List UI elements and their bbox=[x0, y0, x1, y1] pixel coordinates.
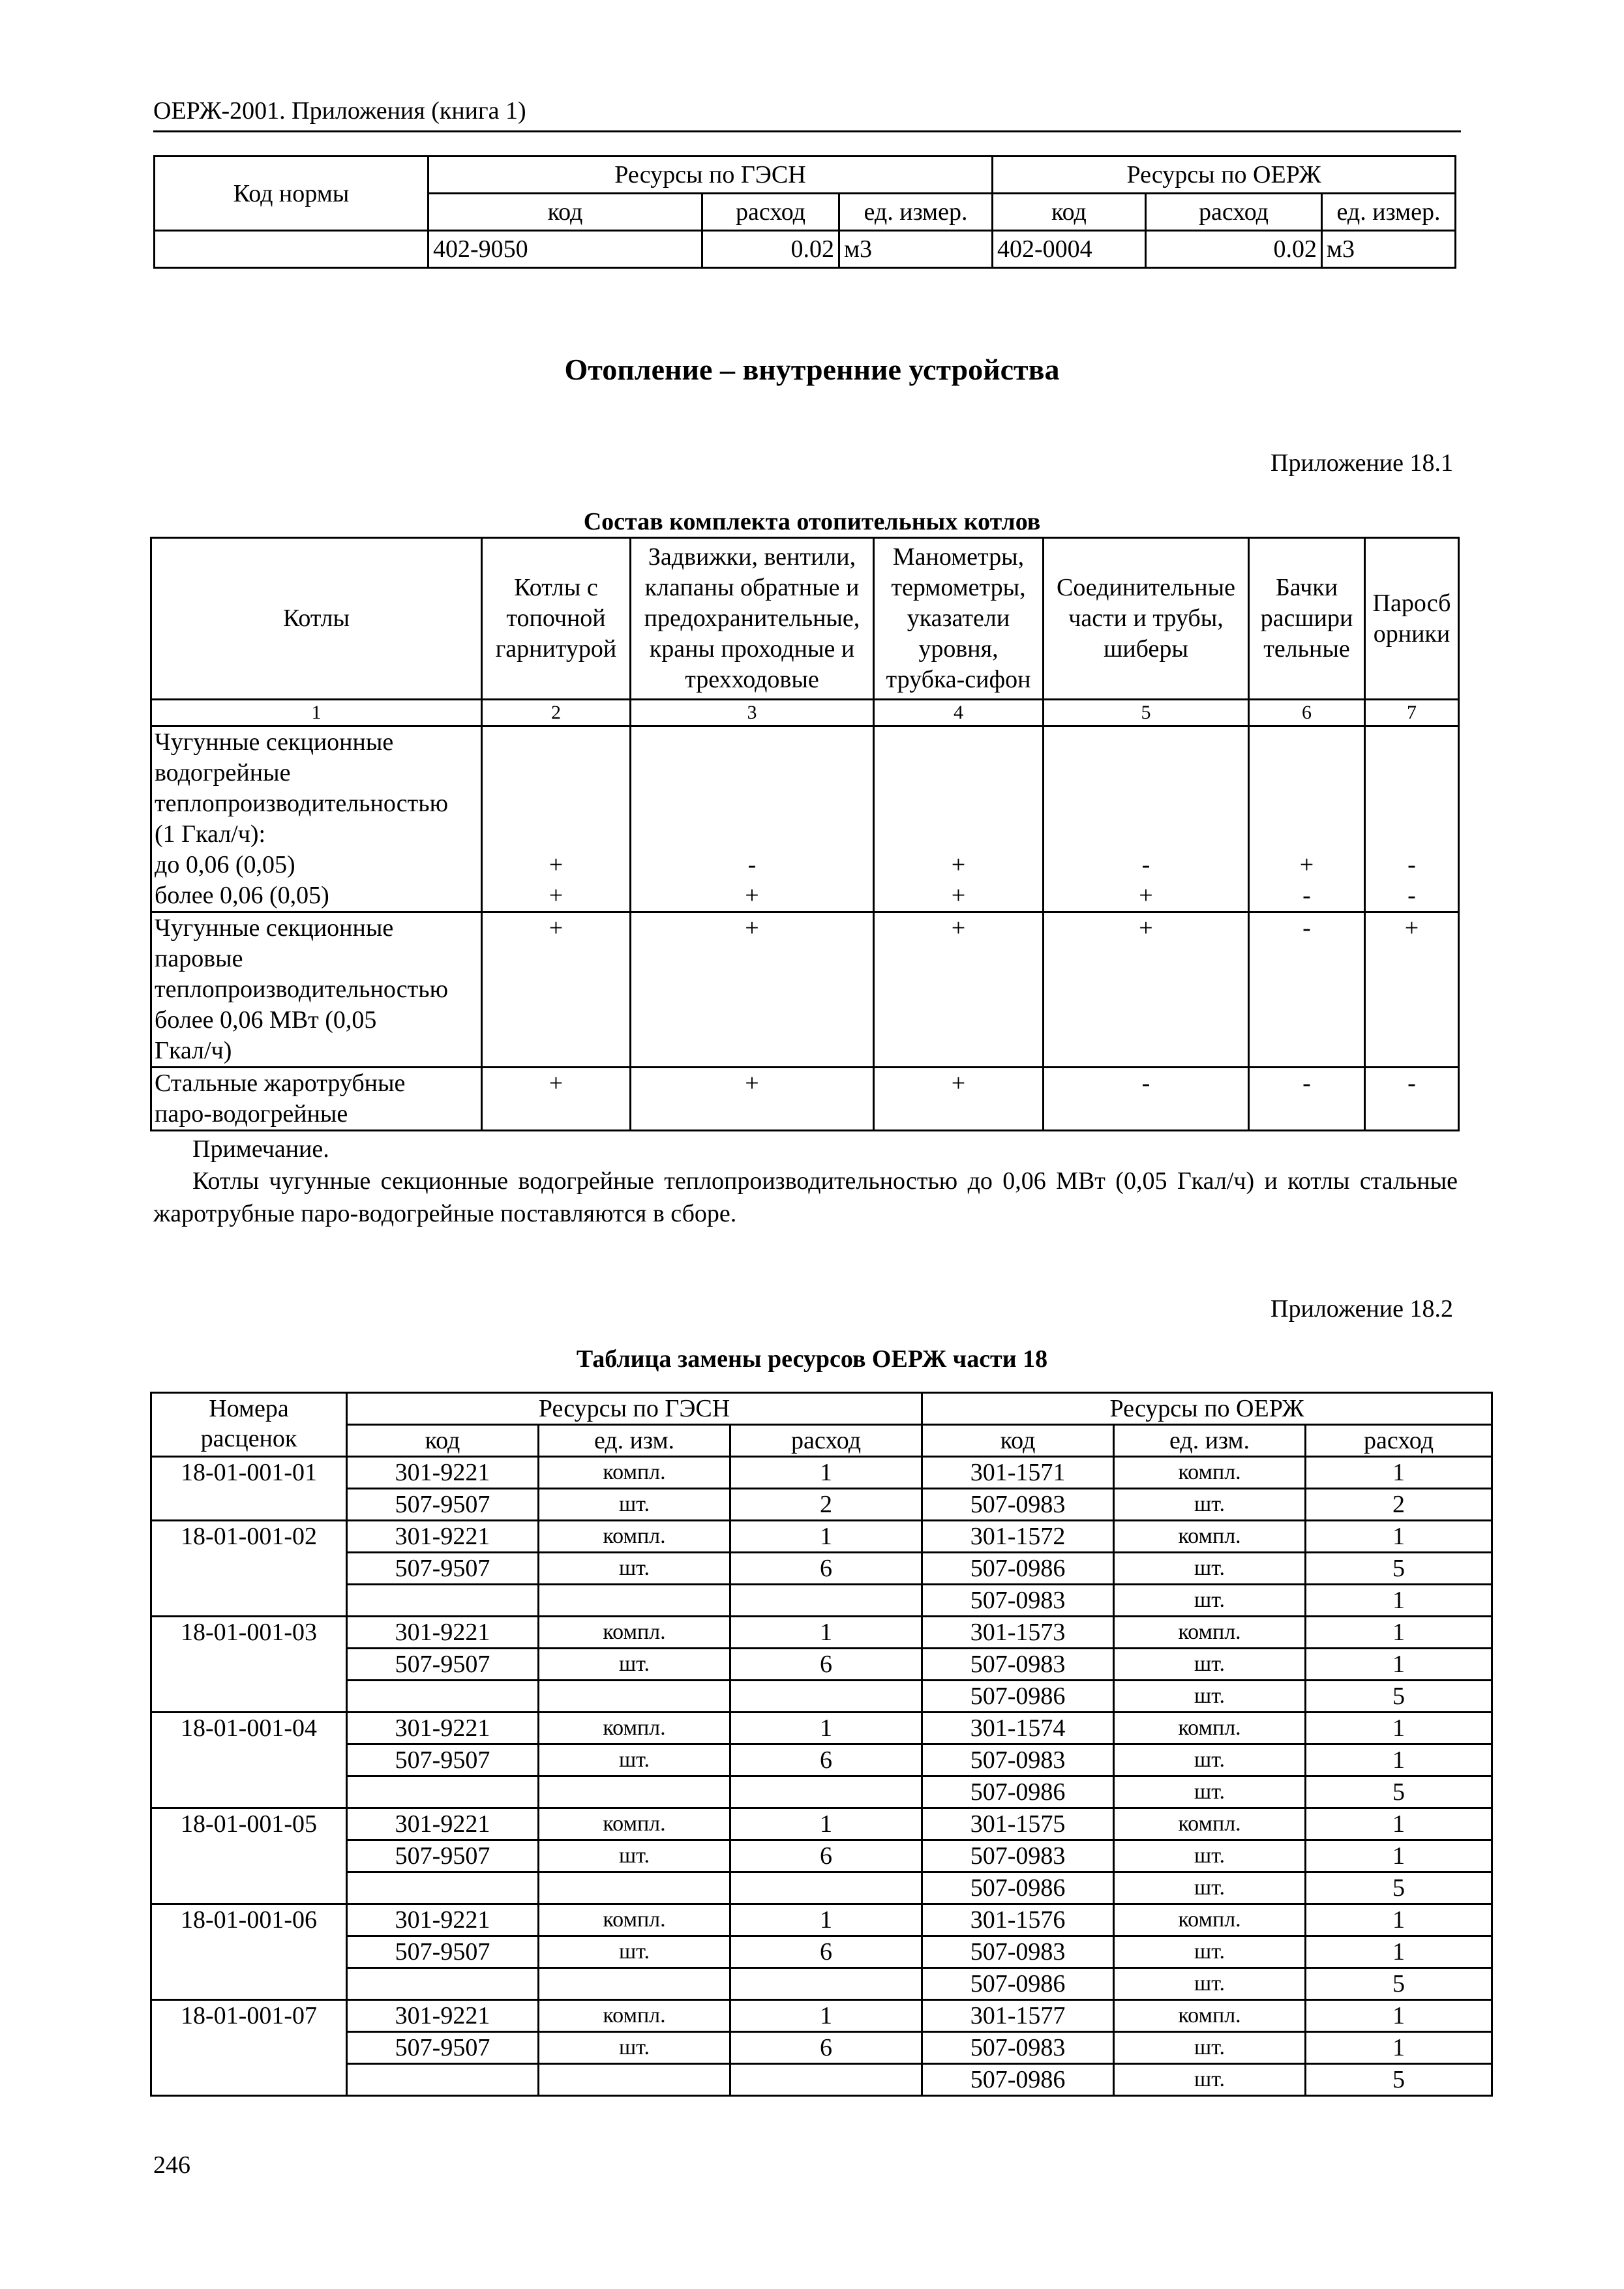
gesn-rate-cell: 1 bbox=[730, 1521, 922, 1553]
header-expansion-tanks: Бачки расшири тельные bbox=[1249, 538, 1365, 700]
gesn-rate-cell bbox=[730, 2064, 922, 2096]
table-row bbox=[151, 1489, 1492, 1521]
oerzh-code-cell: 507-0983 bbox=[922, 1744, 1114, 1776]
oerzh-rate-cell: 1 bbox=[1306, 1744, 1492, 1776]
gesn-code-cell bbox=[347, 1872, 539, 1904]
table-row bbox=[151, 1457, 1492, 1489]
gesn-rate-cell: 1 bbox=[730, 1713, 922, 1744]
oerzh-unit-header: ед. измер. bbox=[1322, 194, 1456, 231]
oerzh-rate-cell: 1 bbox=[1306, 1521, 1492, 1553]
oerzh-rate-cell: 5 bbox=[1306, 1968, 1492, 2000]
oerzh-unit-cell: компл. bbox=[1114, 1521, 1306, 1553]
gesn-rate-cell: 6 bbox=[730, 1936, 922, 1968]
oerzh-rate-cell: 5 bbox=[1306, 2064, 1492, 2096]
oerzh-rate-header: расход bbox=[1146, 194, 1322, 231]
appendix-label: Приложение 18.2 bbox=[1271, 1295, 1453, 1323]
gesn-code-cell: 507-9507 bbox=[347, 1553, 539, 1585]
gesn-unit-cell: компл. bbox=[539, 1808, 730, 1840]
table-row bbox=[151, 1068, 1459, 1131]
oerzh-rate-header: расход bbox=[1306, 1425, 1492, 1457]
oerzh-rate-cell: 1 bbox=[1306, 1649, 1492, 1681]
mark-cell: + bbox=[1044, 912, 1249, 1068]
mark-cell: + + bbox=[482, 726, 631, 912]
mark-cell: - + bbox=[631, 726, 874, 912]
oerzh-rate-cell: 1 bbox=[1306, 1713, 1492, 1744]
gesn-unit-cell: шт. bbox=[539, 1649, 730, 1681]
table-row bbox=[151, 912, 1459, 1068]
header-rule bbox=[153, 130, 1461, 132]
oerzh-unit-cell: шт. bbox=[1114, 1681, 1306, 1713]
boiler-kit-table bbox=[150, 537, 1460, 1131]
gesn-rate-cell: 1 bbox=[730, 1808, 922, 1840]
gesn-rate-cell: 6 bbox=[730, 1553, 922, 1585]
gesn-rate-cell: 6 bbox=[730, 1840, 922, 1872]
oerzh-code-header: код bbox=[993, 194, 1146, 231]
rate-number-cell: 18-01-001-02 bbox=[151, 1521, 347, 1617]
oerzh-unit-cell: шт. bbox=[1114, 1968, 1306, 2000]
table-row bbox=[151, 1681, 1492, 1713]
section-title: Отопление – внутренние устройства bbox=[564, 353, 1060, 386]
table-row bbox=[151, 1521, 1492, 1553]
oerzh-rate-cell: 1 bbox=[1306, 1457, 1492, 1489]
oerzh-rate-cell: 1 bbox=[1306, 1585, 1492, 1617]
oerzh-unit-cell: компл. bbox=[1114, 1617, 1306, 1649]
gesn-unit-cell bbox=[539, 1872, 730, 1904]
gesn-unit-cell: м3 bbox=[839, 231, 993, 268]
gesn-rate-cell: 1 bbox=[730, 1904, 922, 1936]
oerzh-code-cell: 301-1574 bbox=[922, 1713, 1114, 1744]
gesn-unit-cell: шт. bbox=[539, 1489, 730, 1521]
mark-cell: - bbox=[1044, 1068, 1249, 1131]
rate-number-cell: 18-01-001-01 bbox=[151, 1457, 347, 1521]
gesn-code-cell: 301-9221 bbox=[347, 1808, 539, 1840]
gesn-unit-cell: шт. bbox=[539, 2032, 730, 2064]
header-fittings: Соединительные части и трубы, шиберы bbox=[1044, 538, 1249, 700]
gesn-rate-cell: 1 bbox=[730, 2000, 922, 2032]
mark-cell: + + bbox=[874, 726, 1044, 912]
oerzh-unit-cell: шт. bbox=[1114, 1840, 1306, 1872]
oerzh-unit-cell: шт. bbox=[1114, 1649, 1306, 1681]
gesn-unit-cell: шт. bbox=[539, 1840, 730, 1872]
oerzh-code-cell: 301-1576 bbox=[922, 1904, 1114, 1936]
table-row bbox=[151, 1649, 1492, 1681]
oerzh-code-cell: 507-0986 bbox=[922, 1968, 1114, 2000]
header-boilers: Котлы bbox=[151, 538, 482, 700]
oerzh-unit-cell: шт. bbox=[1114, 1776, 1306, 1808]
boiler-name-cell: Стальные жаротрубные паро-водогрейные bbox=[151, 1068, 482, 1131]
gesn-unit-cell bbox=[539, 1585, 730, 1617]
oerzh-code-cell: 507-0986 bbox=[922, 1872, 1114, 1904]
gesn-unit-cell: шт. bbox=[539, 1553, 730, 1585]
gesn-unit-header: ед. изм. bbox=[539, 1425, 730, 1457]
gesn-rate-cell bbox=[730, 1968, 922, 2000]
table-row bbox=[151, 1968, 1492, 2000]
mark-cell: + bbox=[482, 912, 631, 1068]
table-row bbox=[151, 1744, 1492, 1776]
gesn-code-cell: 507-9507 bbox=[347, 1489, 539, 1521]
table-row bbox=[151, 1936, 1492, 1968]
gesn-code-cell bbox=[347, 1681, 539, 1713]
oerzh-unit-cell: шт. bbox=[1114, 1872, 1306, 1904]
table-row bbox=[151, 1872, 1492, 1904]
table-row bbox=[151, 1713, 1492, 1744]
gesn-rate-cell: 1 bbox=[730, 1617, 922, 1649]
oerzh-code-cell: 301-1573 bbox=[922, 1617, 1114, 1649]
note-text: Котлы чугунные секционные водогрейные теплопроизводительностью до 0,06 МВт (0,05 Гкал/ч) и котлы стальные жаротрубные паро-водогрейные поставляются в сборе. bbox=[153, 1167, 1458, 1227]
gesn-unit-cell: компл. bbox=[539, 1521, 730, 1553]
rate-number-cell: 18-01-001-06 bbox=[151, 1904, 347, 2000]
gesn-unit-cell bbox=[539, 2064, 730, 2096]
table-row bbox=[151, 2064, 1492, 2096]
gesn-code-cell bbox=[347, 1776, 539, 1808]
oerzh-unit-cell: шт. bbox=[1114, 1936, 1306, 1968]
top-resources-table bbox=[153, 155, 1456, 269]
gesn-rate-cell: 6 bbox=[730, 1649, 922, 1681]
boiler-name-cell: Чугунные секционные водогрейные теплопроизводительностью (1 Гкал/ч): до 0,06 (0,05) более 0,06 (0,05) bbox=[151, 726, 482, 912]
gesn-rate-cell bbox=[730, 1681, 922, 1713]
oerzh-code-cell: 507-0986 bbox=[922, 2064, 1114, 2096]
table-row bbox=[151, 1904, 1492, 1936]
gesn-rate-cell: 6 bbox=[730, 1744, 922, 1776]
gesn-rate-header: расход bbox=[730, 1425, 922, 1457]
gesn-unit-cell: шт. bbox=[539, 1936, 730, 1968]
oerzh-unit-cell: компл. bbox=[1114, 1904, 1306, 1936]
oerzh-code-cell: 507-0986 bbox=[922, 1553, 1114, 1585]
oerzh-unit-cell: компл. bbox=[1114, 2000, 1306, 2032]
mark-cell: - bbox=[1365, 1068, 1459, 1131]
oerzh-unit-cell: шт. bbox=[1114, 1585, 1306, 1617]
oerzh-code-cell: 507-0983 bbox=[922, 1585, 1114, 1617]
oerzh-code-cell: 507-0983 bbox=[922, 1936, 1114, 1968]
header-gauges: Манометры, термометры, указатели уровня, трубка-сифон bbox=[874, 538, 1044, 700]
gesn-code-cell: 507-9507 bbox=[347, 1936, 539, 1968]
gesn-code-cell: 301-9221 bbox=[347, 1617, 539, 1649]
table-row bbox=[151, 2032, 1492, 2064]
mark-cell: + bbox=[1365, 912, 1459, 1068]
gesn-code-cell: 301-9221 bbox=[347, 1457, 539, 1489]
oerzh-rate-cell: 1 bbox=[1306, 1904, 1492, 1936]
replacement-table-body bbox=[151, 1457, 1492, 2096]
gesn-group-header: Ресурсы по ГЭСН bbox=[347, 1393, 922, 1425]
oerzh-code-cell: 507-0983 bbox=[922, 1840, 1114, 1872]
table-caption: Таблица замены ресурсов ОЕРЖ части 18 bbox=[576, 1345, 1048, 1373]
table-row bbox=[151, 1617, 1492, 1649]
gesn-rate-cell: 6 bbox=[730, 2032, 922, 2064]
table-row bbox=[151, 1808, 1492, 1840]
oerzh-group-header: Ресурсы по ОЕРЖ bbox=[993, 157, 1456, 194]
oerzh-unit-cell: шт. bbox=[1114, 1744, 1306, 1776]
mark-cell: - bbox=[1249, 912, 1365, 1068]
gesn-rate-cell bbox=[730, 1776, 922, 1808]
oerzh-code-cell: 507-0986 bbox=[922, 1681, 1114, 1713]
gesn-rate-cell bbox=[730, 1585, 922, 1617]
gesn-code-cell: 507-9507 bbox=[347, 1744, 539, 1776]
gesn-unit-cell: компл. bbox=[539, 1904, 730, 1936]
running-header: ОЕРЖ-2001. Приложения (книга 1) bbox=[153, 97, 526, 125]
oerzh-code-cell: 301-1571 bbox=[922, 1457, 1114, 1489]
header-boilers-with-furnace: Котлы с топочной гарнитурой bbox=[482, 538, 631, 700]
oerzh-code-header: код bbox=[922, 1425, 1114, 1457]
oerzh-unit-cell: компл. bbox=[1114, 1457, 1306, 1489]
oerzh-rate-cell: 5 bbox=[1306, 1681, 1492, 1713]
rate-number-cell: 18-01-001-05 bbox=[151, 1808, 347, 1904]
table-caption: Состав комплекта отопительных котлов bbox=[583, 508, 1041, 535]
oerzh-rate-cell: 0.02 bbox=[1146, 231, 1322, 268]
gesn-unit-cell bbox=[539, 1968, 730, 2000]
gesn-unit-cell: компл. bbox=[539, 2000, 730, 2032]
oerzh-code-cell: 301-1572 bbox=[922, 1521, 1114, 1553]
oerzh-code-cell: 507-0983 bbox=[922, 2032, 1114, 2064]
mark-cell: + bbox=[874, 1068, 1044, 1131]
rate-number-cell: 18-01-001-03 bbox=[151, 1617, 347, 1713]
oerzh-rate-cell: 5 bbox=[1306, 1776, 1492, 1808]
gesn-rate-cell: 1 bbox=[730, 1457, 922, 1489]
table-row bbox=[151, 1840, 1492, 1872]
table-row bbox=[151, 726, 1459, 912]
gesn-rate-cell: 0.02 bbox=[702, 231, 839, 268]
gesn-unit-cell: шт. bbox=[539, 1744, 730, 1776]
gesn-code-cell: 507-9507 bbox=[347, 1840, 539, 1872]
gesn-code-cell: 301-9221 bbox=[347, 1713, 539, 1744]
oerzh-unit-cell: компл. bbox=[1114, 1808, 1306, 1840]
mark-cell: - bbox=[1249, 1068, 1365, 1131]
gesn-code-cell: 507-9507 bbox=[347, 2032, 539, 2064]
oerzh-unit-cell: компл. bbox=[1114, 1713, 1306, 1744]
rate-numbers-header: Номера расценок bbox=[151, 1393, 347, 1457]
oerzh-code-cell: 507-0986 bbox=[922, 1776, 1114, 1808]
rate-number-cell: 18-01-001-04 bbox=[151, 1713, 347, 1808]
oerzh-unit-cell: шт. bbox=[1114, 1489, 1306, 1521]
gesn-unit-cell: компл. bbox=[539, 1617, 730, 1649]
gesn-unit-cell bbox=[539, 1681, 730, 1713]
mark-cell: + - bbox=[1249, 726, 1365, 912]
oerzh-rate-cell: 1 bbox=[1306, 2032, 1492, 2064]
oerzh-rate-cell: 2 bbox=[1306, 1489, 1492, 1521]
mark-cell: + bbox=[874, 912, 1044, 1068]
gesn-unit-cell: компл. bbox=[539, 1457, 730, 1489]
gesn-code-cell: 301-9221 bbox=[347, 2000, 539, 2032]
gesn-code-cell: 301-9221 bbox=[347, 1521, 539, 1553]
norm-code-header: Код нормы bbox=[155, 157, 429, 231]
mark-cell: + bbox=[631, 912, 874, 1068]
resource-replacement-table bbox=[150, 1392, 1493, 2097]
oerzh-code-cell: 507-0983 bbox=[922, 1649, 1114, 1681]
oerzh-rate-cell: 1 bbox=[1306, 1936, 1492, 1968]
oerzh-unit-cell: м3 bbox=[1322, 231, 1456, 268]
header-valves: Задвижки, вентили, клапаны обратные и предохранительные, краны проходные и трехходовые bbox=[631, 538, 874, 700]
gesn-code-cell bbox=[347, 1585, 539, 1617]
gesn-rate-cell bbox=[730, 1872, 922, 1904]
oerzh-rate-cell: 1 bbox=[1306, 1617, 1492, 1649]
gesn-code-cell: 301-9221 bbox=[347, 1904, 539, 1936]
oerzh-code-cell: 402-0004 bbox=[993, 231, 1146, 268]
table-row bbox=[151, 1776, 1492, 1808]
mark-cell: - + bbox=[1044, 726, 1249, 912]
table-row bbox=[151, 2000, 1492, 2032]
gesn-code-cell bbox=[347, 2064, 539, 2096]
gesn-rate-cell: 2 bbox=[730, 1489, 922, 1521]
table-row bbox=[155, 231, 1456, 268]
mark-cell: + bbox=[631, 1068, 874, 1131]
note-label: Примечание. bbox=[192, 1135, 329, 1163]
oerzh-code-cell: 507-0983 bbox=[922, 1489, 1114, 1521]
mark-cell: - - bbox=[1365, 726, 1459, 912]
gesn-code-cell bbox=[347, 1968, 539, 2000]
gesn-code-header: код bbox=[429, 194, 702, 231]
oerzh-code-cell: 301-1577 bbox=[922, 2000, 1114, 2032]
page-number: 246 bbox=[153, 2151, 190, 2179]
gesn-code-cell: 402-9050 bbox=[429, 231, 702, 268]
oerzh-unit-header: ед. изм. bbox=[1114, 1425, 1306, 1457]
table-row bbox=[151, 1585, 1492, 1617]
rate-number-cell: 18-01-001-07 bbox=[151, 2000, 347, 2096]
oerzh-rate-cell: 5 bbox=[1306, 1553, 1492, 1585]
gesn-unit-cell: компл. bbox=[539, 1713, 730, 1744]
oerzh-rate-cell: 1 bbox=[1306, 2000, 1492, 2032]
oerzh-group-header: Ресурсы по ОЕРЖ bbox=[922, 1393, 1492, 1425]
boiler-name-cell: Чугунные секционные паровые теплопроизводительностью более 0,06 МВт (0,05 Гкал/ч) bbox=[151, 912, 482, 1068]
oerzh-unit-cell: шт. bbox=[1114, 2064, 1306, 2096]
norm-code-cell bbox=[155, 231, 429, 268]
oerzh-rate-cell: 5 bbox=[1306, 1872, 1492, 1904]
oerzh-code-cell: 301-1575 bbox=[922, 1808, 1114, 1840]
mark-cell: + bbox=[482, 1068, 631, 1131]
column-numbers-row: 1 2 3 4 5 6 7 bbox=[151, 700, 1459, 726]
table-row bbox=[151, 1553, 1492, 1585]
oerzh-unit-cell: шт. bbox=[1114, 1553, 1306, 1585]
gesn-group-header: Ресурсы по ГЭСН bbox=[429, 157, 993, 194]
gesn-unit-cell bbox=[539, 1776, 730, 1808]
gesn-code-header: код bbox=[347, 1425, 539, 1457]
oerzh-rate-cell: 1 bbox=[1306, 1808, 1492, 1840]
header-steam-collectors: Паросб орники bbox=[1365, 538, 1459, 700]
appendix-label: Приложение 18.1 bbox=[1271, 449, 1453, 477]
gesn-code-cell: 507-9507 bbox=[347, 1649, 539, 1681]
gesn-rate-header: расход bbox=[702, 194, 839, 231]
oerzh-unit-cell: шт. bbox=[1114, 2032, 1306, 2064]
oerzh-rate-cell: 1 bbox=[1306, 1840, 1492, 1872]
gesn-unit-header: ед. измер. bbox=[839, 194, 993, 231]
